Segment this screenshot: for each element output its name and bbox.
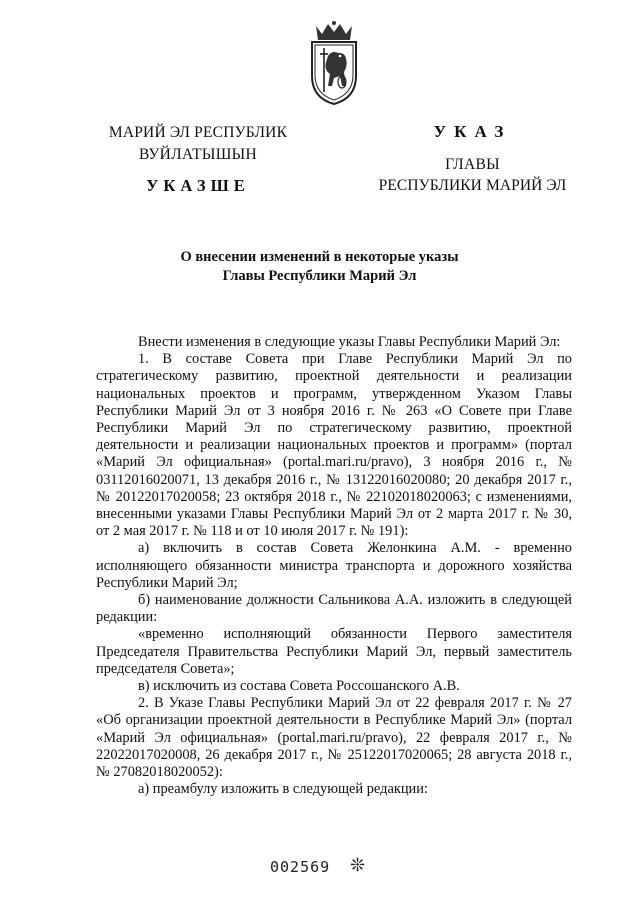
decree-body (96, 334, 572, 798)
header-left-line1: МАРИЙ ЭЛ РЕСПУБЛИК (108, 124, 288, 141)
header-right-line3: РЕСПУБЛИКИ МАРИЙ ЭЛ (378, 177, 567, 194)
coat-of-arms-icon (302, 20, 366, 106)
title-line2: Главы Республики Марий Эл (222, 268, 417, 284)
body-paragraph: в) исключить из состава Совета Россошанского А.В. (138, 678, 460, 695)
title-line1: О внесении изменений в некоторые указы (180, 249, 459, 265)
body-paragraph: а) преамбулу изложить в следующей редакции: (138, 781, 428, 798)
document-title (60, 248, 579, 286)
asterisk-mark-icon: ❊ (350, 855, 366, 875)
header-left-line3: УКАЗШЕ (146, 176, 250, 195)
header-left-line2: ВУЙЛАТЫШЫН (139, 146, 257, 163)
header-right-line2: ГЛАВЫ (445, 156, 500, 173)
body-paragraph: «временно исполняющий обязанности Первого заместителя Председателя Правительства Республики Марий Эл, первый заместитель председателя Совета»; (96, 626, 572, 677)
body-paragraph: а) включить в состав Совета Желонкина А.М. - временно исполняющего обязанности министра транспорта и дорожного хозяйства Республики Марий Эл; (96, 540, 572, 591)
body-paragraph: 1. В составе Совета при Главе Республики Марий Эл по стратегическому развитию, проектной деятельности и реализации национальных проектов и программ, утвержденном Указом Главы Республики Марий Эл от 3 ноября 2016 г. № 263 «О Совете при Главе Республики Марий Эл по стратегическому развитию, проектной деятельности и реализации национальных проектов и программ» (портал «Марий Эл официальная» (portal.mari.ru/pravo), 3 ноября 2016 г., № 03112016020071, 13 декабря 2016 г., № 13122016020080; 20 декабря 2017 г., № 20122017020058; 23 октября 2018 г., № 22102018020063; с изменениями, внесенными указами Главы Республики Марий Эл от 2 марта 2017 г. № 30, от 2 мая 2017 г. № 118 и от 10 июля 2017 г. № 191): (96, 351, 572, 540)
body-paragraph: Внести изменения в следующие указы Главы Республики Марий Эл: (138, 334, 561, 350)
body-paragraph: 2. В Указе Главы Республики Марий Эл от 22 февраля 2017 г. № 27 «Об организации проектной деятельности в Республике Марий Эл» (портал «Марий Эл официальная» (portal.mari.ru/pravo), 22 февраля 2017 г., № 22022017020008, 26 декабря 2017 г., № 25122017020065; 28 августа 2018 г., № 27082018020052): (96, 695, 572, 781)
header-right-line1: УКАЗ (433, 122, 512, 141)
serial-number: 002569 (270, 858, 331, 876)
body-paragraph: б) наименование должности Сальникова А.А. изложить в следующей редакции: (96, 592, 572, 626)
